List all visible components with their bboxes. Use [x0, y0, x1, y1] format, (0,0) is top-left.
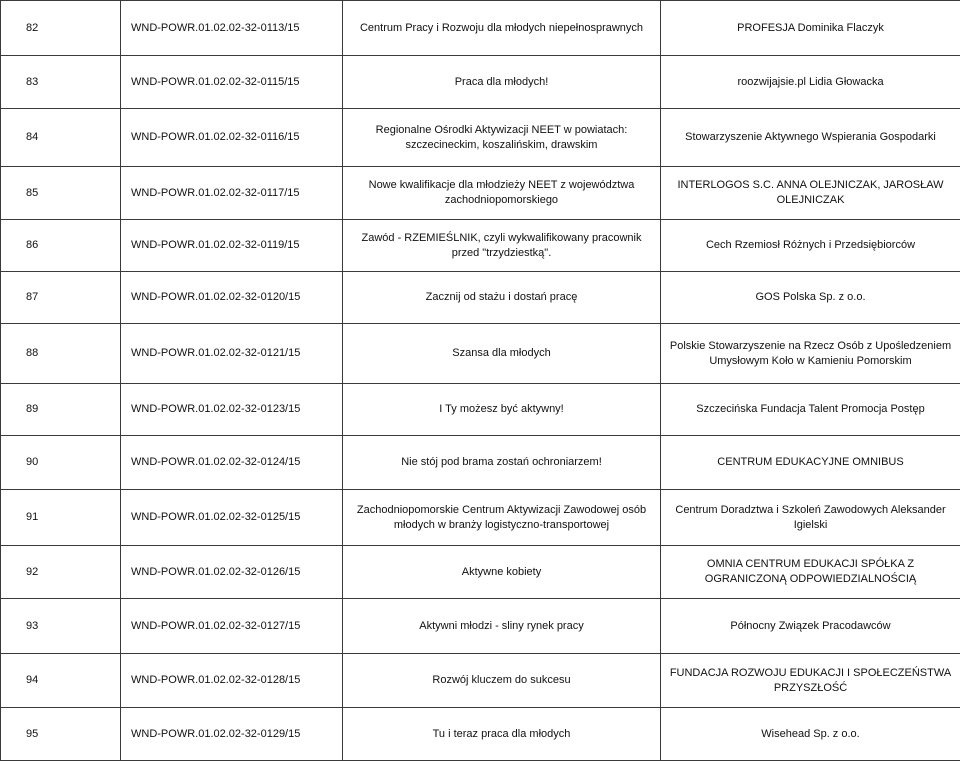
project-title: Nie stój pod brama zostań ochroniarzem! — [343, 436, 661, 490]
application-code: WND-POWR.01.02.02-32-0115/15 — [121, 56, 343, 109]
row-number: 82 — [1, 1, 121, 56]
project-title: Centrum Pracy i Rozwoju dla młodych niepełnosprawnych — [343, 1, 661, 56]
row-number: 90 — [1, 436, 121, 490]
row-number: 94 — [1, 654, 121, 708]
row-number: 85 — [1, 167, 121, 220]
application-code: WND-POWR.01.02.02-32-0125/15 — [121, 490, 343, 546]
application-code: WND-POWR.01.02.02-32-0123/15 — [121, 384, 343, 436]
table-row — [1, 436, 960, 490]
table-row — [1, 654, 960, 708]
row-number: 83 — [1, 56, 121, 109]
project-title: Nowe kwalifikacje dla młodzieży NEET z województwa zachodniopomorskiego — [343, 167, 661, 220]
project-title: Aktywne kobiety — [343, 546, 661, 599]
project-title: Zachodniopomorskie Centrum Aktywizacji Zawodowej osób młodych w branży logistyczno-transportowej — [343, 490, 661, 546]
beneficiary-name: Szczecińska Fundacja Talent Promocja Postęp — [661, 384, 960, 436]
table-row — [1, 1, 960, 56]
project-title: Zawód - RZEMIEŚLNIK, czyli wykwalifikowany pracownik przed "trzydziestką". — [343, 220, 661, 272]
row-number: 93 — [1, 599, 121, 654]
application-code: WND-POWR.01.02.02-32-0117/15 — [121, 167, 343, 220]
beneficiary-name: Centrum Doradztwa i Szkoleń Zawodowych Aleksander Igielski — [661, 490, 960, 546]
table-row — [1, 546, 960, 599]
row-number: 87 — [1, 272, 121, 324]
beneficiary-name: Polskie Stowarzyszenie na Rzecz Osób z Upośledzeniem Umysłowym Koło w Kamieniu Pomorskim — [661, 324, 960, 384]
beneficiary-name: INTERLOGOS S.C. ANNA OLEJNICZAK, JAROSŁAW OLEJNICZAK — [661, 167, 960, 220]
project-title: Rozwój kluczem do sukcesu — [343, 654, 661, 708]
table-row — [1, 272, 960, 324]
table-row — [1, 220, 960, 272]
beneficiary-name: PROFESJA Dominika Flaczyk — [661, 1, 960, 56]
table-row — [1, 490, 960, 546]
table-row — [1, 708, 960, 761]
project-title: Szansa dla młodych — [343, 324, 661, 384]
application-code: WND-POWR.01.02.02-32-0116/15 — [121, 109, 343, 167]
table-row — [1, 384, 960, 436]
application-code: WND-POWR.01.02.02-32-0121/15 — [121, 324, 343, 384]
application-code: WND-POWR.01.02.02-32-0124/15 — [121, 436, 343, 490]
table-row — [1, 599, 960, 654]
beneficiary-name: roozwijajsie.pl Lidia Głowacka — [661, 56, 960, 109]
row-number: 91 — [1, 490, 121, 546]
row-number: 84 — [1, 109, 121, 167]
project-title: Zacznij od stażu i dostań pracę — [343, 272, 661, 324]
row-number: 89 — [1, 384, 121, 436]
table-row — [1, 56, 960, 109]
row-number: 95 — [1, 708, 121, 761]
application-code: WND-POWR.01.02.02-32-0129/15 — [121, 708, 343, 761]
beneficiary-name: FUNDACJA ROZWOJU EDUKACJI I SPOŁECZEŃSTWA PRZYSZŁOŚĆ — [661, 654, 960, 708]
application-code: WND-POWR.01.02.02-32-0127/15 — [121, 599, 343, 654]
project-title: Aktywni młodzi - sliny rynek pracy — [343, 599, 661, 654]
beneficiary-name: Wisehead Sp. z o.o. — [661, 708, 960, 761]
application-code: WND-POWR.01.02.02-32-0128/15 — [121, 654, 343, 708]
beneficiary-name: OMNIA CENTRUM EDUKACJI SPÓŁKA Z OGRANICZONĄ ODPOWIEDZIALNOŚCIĄ — [661, 546, 960, 599]
beneficiary-name: Cech Rzemiosł Różnych i Przedsiębiorców — [661, 220, 960, 272]
beneficiary-name: GOS Polska Sp. z o.o. — [661, 272, 960, 324]
table-row — [1, 167, 960, 220]
application-code: WND-POWR.01.02.02-32-0119/15 — [121, 220, 343, 272]
project-title: Praca dla młodych! — [343, 56, 661, 109]
project-title: Regionalne Ośrodki Aktywizacji NEET w powiatach: szczecineckim, koszalińskim, drawskim — [343, 109, 661, 167]
application-code: WND-POWR.01.02.02-32-0126/15 — [121, 546, 343, 599]
application-code: WND-POWR.01.02.02-32-0113/15 — [121, 1, 343, 56]
table-row — [1, 324, 960, 384]
row-number: 88 — [1, 324, 121, 384]
beneficiary-name: Stowarzyszenie Aktywnego Wspierania Gospodarki — [661, 109, 960, 167]
project-title: I Ty możesz być aktywny! — [343, 384, 661, 436]
beneficiary-name: Północny Związek Pracodawców — [661, 599, 960, 654]
row-number: 92 — [1, 546, 121, 599]
projects-table-body — [1, 1, 960, 761]
row-number: 86 — [1, 220, 121, 272]
beneficiary-name: CENTRUM EDUKACYJNE OMNIBUS — [661, 436, 960, 490]
project-title: Tu i teraz praca dla młodych — [343, 708, 661, 761]
application-code: WND-POWR.01.02.02-32-0120/15 — [121, 272, 343, 324]
table-row — [1, 109, 960, 167]
